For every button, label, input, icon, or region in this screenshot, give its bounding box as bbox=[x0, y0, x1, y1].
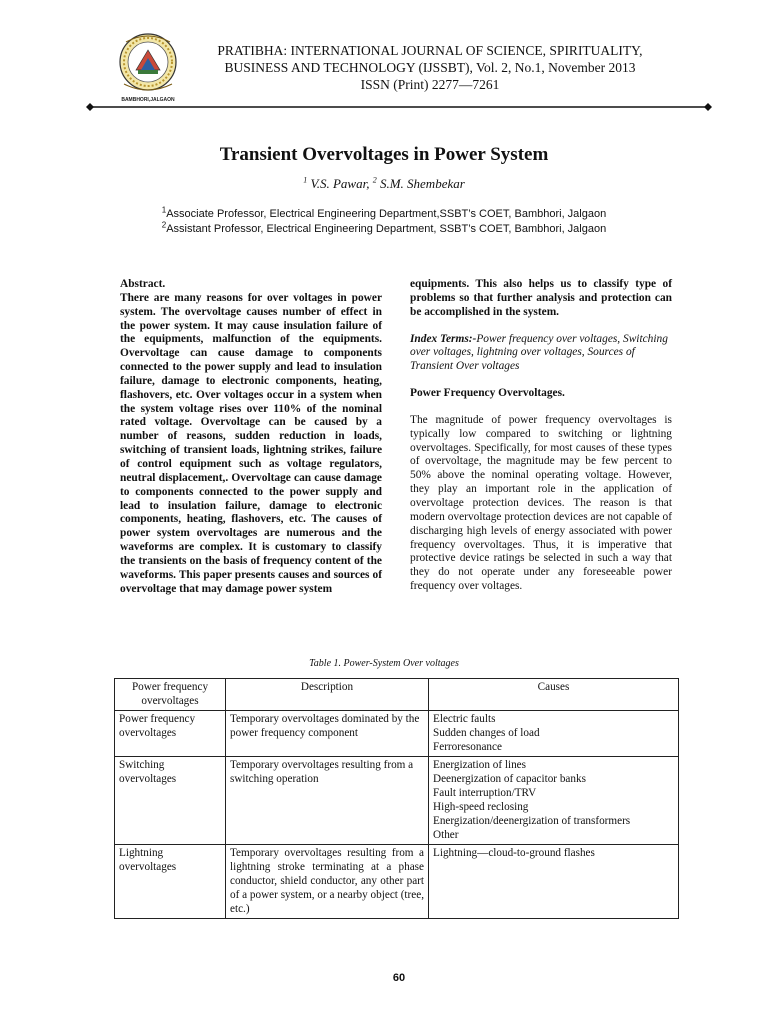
table-cell-description: Temporary overvoltages resulting from a lightning stroke terminating at a phase conductor, shield conductor, any other part of a power system, or a nearby object (tree, etc.) bbox=[226, 845, 429, 919]
author1-name: V.S. Pawar, bbox=[310, 176, 370, 191]
section-body-power-frequency: The magnitude of power frequency overvoltages is typically low compared to switching or lightning overvoltages. Specifically, for most causes of these types of overvoltage, the magnitude may be few percent to 50% above the nominal operating voltage. However, they play an important role in the application of overvoltage protection devices. The reason is that modern overvoltage protection devices are not capable of discharging high levels of energy associated with power frequency overvoltages. Thus, it is imperative that protective device ratings be selected in such a way that they do not operate under any foreseeable power frequency over voltages. bbox=[410, 413, 672, 593]
table-header-row bbox=[115, 679, 679, 711]
affiliation-2-text: Assistant Professor, Electrical Engineering Department, SSBT’s COET, Bambhori, Jalgaon bbox=[166, 223, 607, 235]
cause-item: Ferroresonance bbox=[433, 741, 502, 753]
table-header-causes: Causes bbox=[429, 679, 679, 711]
section-heading-power-frequency: Power Frequency Overvoltages. bbox=[410, 387, 565, 400]
author2-superscript: 2 bbox=[372, 175, 377, 185]
abstract-continuation: equipments. This also helps us to classify type of problems so that further analysis and protection can be accomplished in the system. bbox=[410, 278, 672, 318]
cause-item: Energization/deenergization of transformers bbox=[433, 815, 631, 827]
table-row bbox=[115, 711, 679, 757]
table-cell-type: Lightning overvoltages bbox=[115, 845, 226, 919]
table-cell-causes bbox=[429, 845, 679, 919]
index-terms-label: Index Terms:- bbox=[410, 332, 477, 345]
affiliations bbox=[0, 207, 768, 237]
index-terms-text: Power frequency over voltages, Switching over voltages, lightning over voltages, Sources of Transient Over voltages bbox=[410, 332, 668, 373]
overvoltage-table bbox=[114, 678, 679, 919]
index-terms bbox=[410, 333, 672, 375]
author1-superscript: 1 bbox=[303, 175, 308, 185]
cause-item: Sudden changes of load bbox=[433, 727, 540, 739]
author2-name: S.M. Shembekar bbox=[379, 176, 465, 191]
journal-header bbox=[180, 42, 680, 93]
svg-text:BAMBHORI,JALGAON: BAMBHORI,JALGAON bbox=[121, 97, 175, 103]
authors bbox=[0, 176, 768, 192]
cause-item: Lightning—cloud-to-ground flashes bbox=[433, 847, 595, 859]
abstract-body: There are many reasons for over voltages in power system. The overvoltage causes number of effect in the power system. It may cause insulation failure of the equipments, malfunction of the equipments. Overvoltage can cause damage to components connected to the power supply and lead to insulation failure, damage to electronic components, heating, flashovers, etc. Over voltages occur in a system when the system voltage rises over 110% of the nominal rated voltage. Overvoltage can be caused by a number of reasons, sudden reduction in loads, switching of transient loads, lightning strikes, failure of control equipment such as voltage regulators, neutral displacement,. Overvoltage can cause damage to components connected to the power supply and lead to insulation failure, damage to electronic components, heating, flashovers, etc. The causes of power system overvoltages are numerous and the waveforms are complex. It is customary to classify the transients on the basis of frequency content of the waveforms. This paper presents causes and sources of overvoltage that may damage power system bbox=[120, 291, 382, 595]
affiliation-1-superscript: 1 bbox=[161, 205, 167, 215]
affiliation-1-text: Associate Professor, Electrical Engineering Department,SSBT’s COET, Bambhori, Jalgaon bbox=[166, 208, 607, 220]
journal-name-line2: BUSINESS AND TECHNOLOGY (IJSSBT), Vol. 2, No.1, November 2013 bbox=[224, 60, 636, 75]
abstract-heading: Abstract. bbox=[120, 278, 166, 290]
table-cell-causes bbox=[429, 711, 679, 757]
cause-item: Energization of lines bbox=[433, 759, 526, 771]
cause-item: Other bbox=[433, 829, 459, 841]
affiliation-1 bbox=[0, 207, 768, 222]
affiliation-2-superscript: 2 bbox=[161, 220, 167, 230]
table-caption: Table 1. Power-System Over voltages bbox=[309, 658, 459, 669]
table-header-type: Power frequency overvoltages bbox=[115, 679, 226, 711]
right-column bbox=[410, 278, 672, 594]
table-cell-type: Switching overvoltages bbox=[115, 757, 226, 845]
journal-name-line1: PRATIBHA: INTERNATIONAL JOURNAL OF SCIENCE, SPIRITUALITY, bbox=[217, 43, 643, 58]
table-cell-description: Temporary overvoltages dominated by the power frequency component bbox=[226, 711, 429, 757]
paper-title: Transient Overvoltages in Power System bbox=[219, 144, 549, 165]
affiliation-2 bbox=[0, 222, 768, 237]
page-number: 60 bbox=[392, 972, 406, 984]
table-cell-description: Temporary overvoltages resulting from a switching operation bbox=[226, 757, 429, 845]
cause-item: Electric faults bbox=[433, 713, 496, 725]
cause-item: Fault interruption/TRV bbox=[433, 787, 537, 799]
issn-line: ISSN (Print) 2277—7261 bbox=[360, 77, 500, 92]
cause-item: Deenergization of capacitor banks bbox=[433, 773, 586, 785]
left-column bbox=[120, 278, 382, 596]
table-row bbox=[115, 845, 679, 919]
table-header-description: Description bbox=[226, 679, 429, 711]
header-rule bbox=[86, 101, 712, 113]
table-cell-causes bbox=[429, 757, 679, 845]
table-cell-type: Power frequency overvoltages bbox=[115, 711, 226, 757]
table-row bbox=[115, 757, 679, 845]
cause-item: High-speed reclosing bbox=[433, 801, 529, 813]
